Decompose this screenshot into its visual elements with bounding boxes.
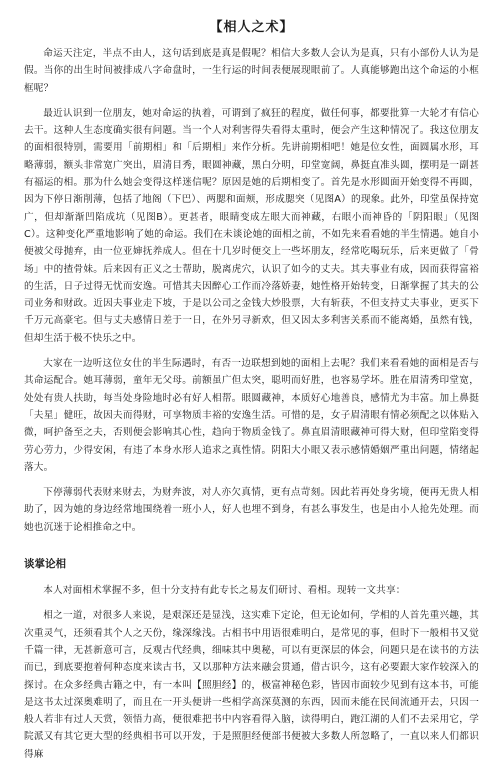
page-title: 【相人之术】 [209, 20, 294, 35]
title-wrap [24, 16, 479, 37]
section-heading: 谈掌论相 [24, 558, 66, 571]
paragraph-3: 大家在一边听这位女仕的半生际遇时，有否一边联想到她的面相上去呢？我们来看看她的面相是否与其命运配合。她耳薄弱，童年无父母。前额虽广但太突，聪明而好胜，也容易学坏。胜在眉清秀印堂宽，处处有贵人扶助，每当处身险地时必有好人相帮。眼圆藏神，本质好心地善良，感情尤为丰富。加上鼻挺「夫星」健旺，故因夫而得财，可享物质丰裕的安逸生活。可惜的是，女子眉清眼有情必须配之以体贴入微，呵护备至之夫，否则便会影响其心性，趋向于物质金钱了。鼻直眉清眼藏神可得大财，但印堂陷变得劳心劳力，少得安闲，有违了本身水形人追求之真性情。阴阳大小眼又表示感情婚姻严重出问题，情绪起落大。 [24, 358, 479, 473]
section-paragraph-1: 本人对面相术掌握不多，但十分支持有此专长之易友们研讨、看相。现转一文共享： [43, 585, 406, 597]
paragraph-4: 下停薄弱代表财来财去，为财奔波，对人亦欠真情，更有点苛刻。因此若再处身劣境，便再无贵人相助了，因为她的身边经常地围绕着一班小人，好人也埋不到身，有甚么事发生，也是由小人抢先处理。而她也沉迷于论相推命之中。 [24, 487, 479, 533]
paragraph-1: 命运天注定，半点不由人，这句话到底是真是假呢？相信大多数人会认为是真，只有小部份人认为是假。当你的出生时间被排成八字命盘时，一生行运的时间表便展现眼前了。人真能够跑出这个命运的小框框呢？ [24, 48, 479, 94]
paragraph-2: 最近认识到一位朋友，她对命运的执着，可谓到了疯狂的程度，做任何事，都要批算一大轮才有信心去干。这种人生态度确实很有问题。当一个人对利害得失看得太重时，便会产生这种情况了。我这位朋友的面相很特别，需要用「前期相」和「后期相」来作分析。先讲前期相吧！她是位女性，面圆属水形，耳略薄弱，额头非常宽广突出，眉清目秀，眼圆神藏，黑白分明，印堂宽阔，鼻挺直准头圆，摆明是一副甚有福运的相。那为什么她会变得这样迷信呢？原因是她的后期相变了。首先是水形圆面开始变得不再圆，因为下停日渐削薄，包括了地阁（下巴）、两腮和面颊，形成腮突（见图A）的现象。此外，印堂虽保持宽广，但却渐渐凹陷成坑（见图B）。更甚者，眼睛变成左眼大而神藏，右眼小而神昏的「阴阳眼」（见图C）。这种变化严重地影响了她的命运。我们在未谈论她的面相之前，不如先来看看她的半生情遇。她自小便被父母抛弃，由一位亚婶抚养成人。但在十几岁时便交上一些坏朋友，经常吃喝玩乐，后来更做了「骨场」中的揸骨妹。后来因有正义之士帮助，脱离虎穴，认识了如今的丈夫。其夫事业有成，因而获得富裕的生活，日子过得无忧而安逸。可惜其夫因醉心工作而冷落娇妻，她性格开始转变，日渐掌握了其夫的公司业务和财政。近因夫事业走下坡，于是以公司之金钱大炒股票，大有斩获，不但支持丈夫事业，更买下千万元高豪宅。但与丈夫感情日差于一日，在外另寻新欢，但又因太多利害关系而不能离婚，虽然有钱，但却生活于极不快乐之中。 [24, 107, 479, 344]
section-paragraph-2: 相之一道，对很多人来说，是艰深还是显浅，这实难下定论，但无论如何，学相的人首先重兴趣，其次重灵气，还须看其个人之天份，缘深缘浅。古相书中用语很难明白，是常见的事，但时下一般相书又觉千篇一律，无甚新意可言，反观古代经典，细味其中奥秘，可以有更深层的体会，问题只是在读书的方法而已，到底要抱着何种态度来读古书，又以那种方法来融会贯通，借古识今，这有必要跟大家作较深入的探讨。在众多经典古籍之中，有一本叫【照胆经】的，极富神秘色彩，皆因市面较少见到有这本书，可能是这书太过深奥难明了，而且在一开头便讲一些相学高深莫测的东西，因而未能在民间流通开去，只因一般人若非有过人天赏，领悟力高，便很难把书中内容看得入脑，读得明白，跑江湖的人们不去采用它，学院派又有其它更大型的经典相书可以开发，于是照胆经便部书便被大多数人所忽略了，一直以来人们都识得麻 [24, 610, 479, 760]
